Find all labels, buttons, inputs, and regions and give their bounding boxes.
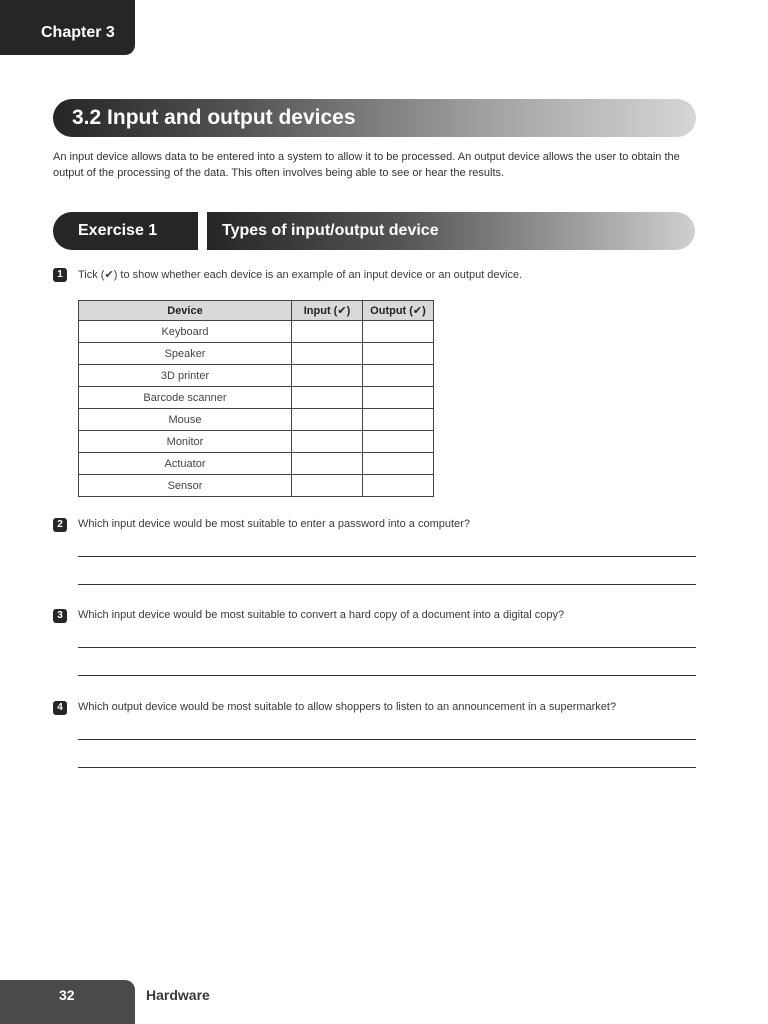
device-cell: Actuator (79, 453, 292, 475)
output-tick-cell[interactable] (363, 343, 434, 365)
table-row (79, 475, 434, 497)
device-cell: Keyboard (79, 321, 292, 343)
output-tick-cell[interactable] (363, 321, 434, 343)
device-cell: 3D printer (79, 365, 292, 387)
answer-line[interactable] (78, 584, 696, 585)
input-tick-cell[interactable] (292, 453, 363, 475)
table-row (79, 343, 434, 365)
table-row (79, 387, 434, 409)
device-cell: Barcode scanner (79, 387, 292, 409)
chapter-label: Chapter 3 (41, 24, 115, 41)
footer-section-label: Hardware (146, 987, 210, 1003)
answer-line[interactable] (78, 739, 696, 740)
output-tick-cell[interactable] (363, 365, 434, 387)
table-row (79, 321, 434, 343)
input-tick-cell[interactable] (292, 409, 363, 431)
table-header-row (79, 301, 434, 321)
question-text-2: Which input device would be most suitable to enter a password into a computer? (78, 518, 470, 530)
input-tick-cell[interactable] (292, 387, 363, 409)
table-row (79, 431, 434, 453)
input-tick-cell[interactable] (292, 343, 363, 365)
output-tick-cell[interactable] (363, 387, 434, 409)
answer-line[interactable] (78, 556, 696, 557)
question-number-2: 2 (53, 518, 67, 532)
question-number-1: 1 (53, 268, 67, 282)
intro-paragraph: An input device allows data to be entered into a system to allow it to be processed. An output device allows the user to obtain the output of the processing of the data. This often involves being able to see or hear the results. (53, 151, 680, 179)
question-number-3: 3 (53, 609, 67, 623)
exercise-title: Types of input/output device (207, 212, 695, 250)
answer-line[interactable] (78, 675, 696, 676)
device-cell: Mouse (79, 409, 292, 431)
input-tick-cell[interactable] (292, 431, 363, 453)
footer-page-tab (0, 980, 135, 1024)
question-text-4: Which output device would be most suitable to allow shoppers to listen to an announcement in a supermarket? (78, 701, 617, 713)
output-tick-cell[interactable] (363, 453, 434, 475)
section-title: 3.2 Input and output devices (72, 106, 356, 129)
device-cell: Sensor (79, 475, 292, 497)
output-tick-cell[interactable] (363, 409, 434, 431)
column-header-device: Device (79, 301, 292, 321)
column-header-input: Input (✔) (292, 301, 363, 321)
input-tick-cell[interactable] (292, 365, 363, 387)
input-tick-cell[interactable] (292, 321, 363, 343)
answer-line[interactable] (78, 767, 696, 768)
column-header-output: Output (✔) (363, 301, 434, 321)
table-row (79, 453, 434, 475)
chapter-tab (0, 0, 135, 55)
section-title-bar (53, 99, 696, 137)
table-row (79, 365, 434, 387)
device-cell: Speaker (79, 343, 292, 365)
output-tick-cell[interactable] (363, 431, 434, 453)
output-tick-cell[interactable] (363, 475, 434, 497)
device-table (78, 300, 434, 497)
question-number-4: 4 (53, 701, 67, 715)
question-text-1: Tick (✔) to show whether each device is an example of an input device or an output device. (78, 269, 523, 281)
table-row (79, 409, 434, 431)
input-tick-cell[interactable] (292, 475, 363, 497)
answer-line[interactable] (78, 647, 696, 648)
page-number: 32 (59, 987, 75, 1003)
device-cell: Monitor (79, 431, 292, 453)
exercise-label: Exercise 1 (53, 212, 198, 250)
question-text-3: Which input device would be most suitable to convert a hard copy of a document into a digital copy? (78, 609, 565, 621)
